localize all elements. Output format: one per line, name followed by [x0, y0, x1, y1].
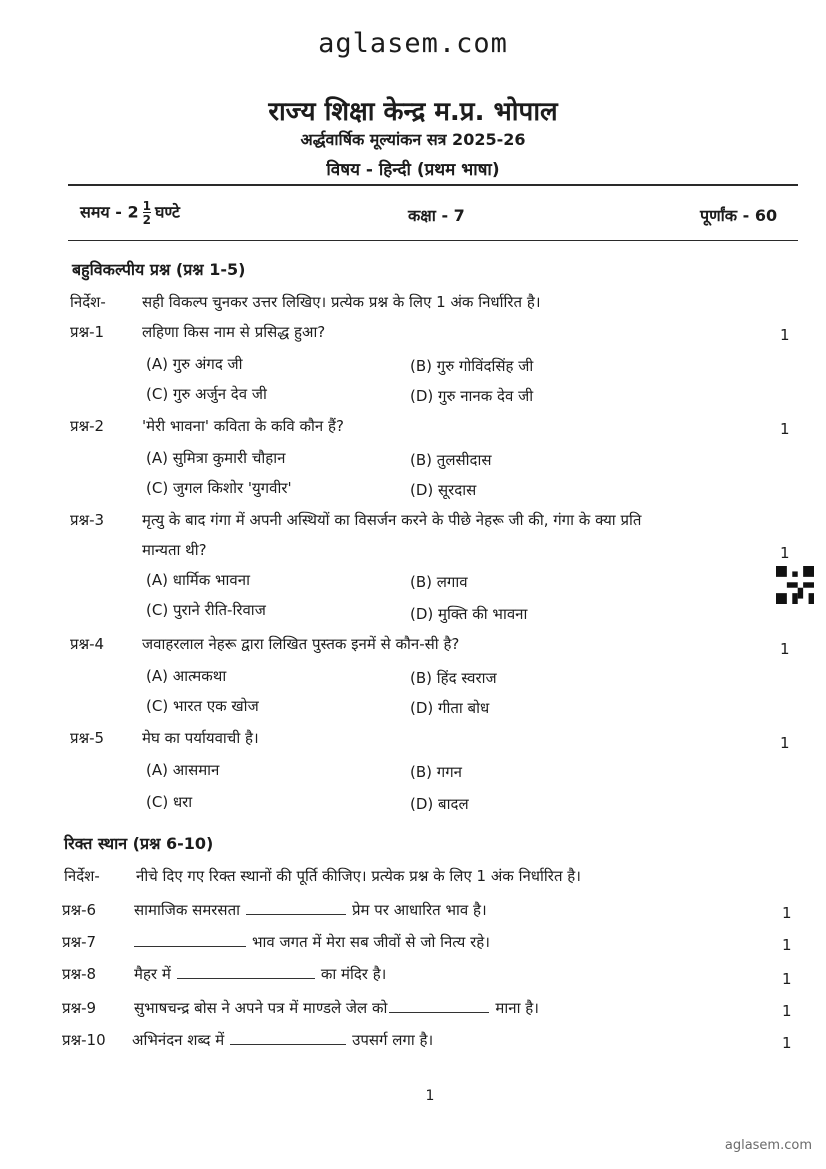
- option-d: (D) गीता बोध: [410, 699, 490, 717]
- time-fraction-num: 1: [142, 199, 151, 213]
- question-text: मेघ का पर्यायवाची है।: [142, 729, 259, 747]
- subject-title: विषय - हिन्दी (प्रथम भाषा): [326, 160, 500, 180]
- option-c: (C) धरा: [146, 793, 193, 811]
- question-text-before: सामाजिक समरसता: [134, 901, 241, 919]
- time-fraction-den: 2: [142, 213, 151, 227]
- answer-blank[interactable]: [389, 998, 489, 1013]
- brand-watermark: aglasem.com: [318, 28, 508, 59]
- question-label: प्रश्न-1: [70, 323, 105, 341]
- question-text-continued: मान्यता थी?: [142, 541, 207, 559]
- question-mark: 1: [782, 1034, 792, 1052]
- option-b: (B) गुरु गोविंदसिंह जी: [410, 357, 534, 375]
- option-a: (A) सुमित्रा कुमारी चौहान: [146, 449, 286, 467]
- question-text-after: का मंदिर है।: [320, 965, 387, 983]
- class-info: कक्षा - 7: [408, 206, 465, 225]
- time-unit: घण्टे: [154, 202, 180, 222]
- question-text: मृत्यु के बाद गंगा में अपनी अस्थियों का विसर्जन करने के पीछे नेहरू जी की, गंगा के क्या प्रति: [142, 511, 642, 529]
- section-fill-blanks-title: रिक्त स्थान (प्रश्न 6-10): [64, 834, 214, 853]
- question-text-before: मैहर में: [134, 965, 171, 983]
- exam-session: अर्द्धवार्षिक मूल्यांकन सत्र 2025-26: [300, 130, 526, 149]
- question-text: जवाहरलाल नेहरू द्वारा लिखित पुस्तक इनमें से कौन-सी है?: [142, 635, 460, 653]
- option-d: (D) गुरु नानक देव जी: [410, 387, 534, 405]
- question-mark: 1: [782, 970, 792, 988]
- question-mark: 1: [782, 904, 792, 922]
- question-text: [132, 1030, 433, 1050]
- question-mark: 1: [780, 734, 790, 752]
- option-d: (D) बादल: [410, 795, 469, 813]
- question-label: प्रश्न-9: [62, 999, 97, 1017]
- question-text-after: भाव जगत में मेरा सब जीवों से जो नित्य रहे।: [252, 933, 490, 951]
- time-label: समय - 2: [80, 202, 139, 222]
- question-text: [134, 900, 487, 920]
- option-a: (A) आत्मकथा: [146, 667, 227, 685]
- question-text: [134, 964, 386, 984]
- option-b: (B) तुलसीदास: [410, 451, 492, 469]
- question-label: प्रश्न-3: [70, 511, 105, 529]
- question-label: प्रश्न-8: [62, 965, 97, 983]
- question-mark: 1: [782, 936, 792, 954]
- option-c: (C) जुगल किशोर 'युगवीर': [146, 479, 292, 497]
- question-text-after: माना है।: [495, 999, 539, 1017]
- answer-blank[interactable]: [134, 932, 246, 947]
- question-mark: 1: [782, 1002, 792, 1020]
- time-info: [80, 200, 180, 226]
- direction-label: निर्देश-: [70, 293, 106, 311]
- option-c: (C) पुराने रीति-रिवाज: [146, 601, 266, 619]
- question-label: प्रश्न-4: [70, 635, 105, 653]
- option-a: (A) गुरु अंगद जी: [146, 355, 243, 373]
- question-text-after: उपसर्ग लगा है।: [352, 1031, 434, 1049]
- question-mark: 1: [780, 326, 790, 344]
- question-label: प्रश्न-5: [70, 729, 105, 747]
- page-number: 1: [425, 1088, 435, 1104]
- qr-code-icon: [776, 566, 814, 604]
- question-text: [134, 932, 490, 952]
- option-b: (B) गगन: [410, 763, 462, 781]
- time-fraction: [143, 200, 151, 226]
- option-b: (B) हिंद स्वराज: [410, 669, 497, 687]
- question-label: प्रश्न-2: [70, 417, 105, 435]
- option-d: (D) सूरदास: [410, 481, 477, 499]
- option-b: (B) लगाव: [410, 573, 468, 591]
- question-label: प्रश्न-6: [62, 901, 97, 919]
- total-marks: पूर्णांक - 60: [700, 206, 778, 225]
- answer-blank[interactable]: [230, 1030, 346, 1045]
- option-c: (C) भारत एक खोज: [146, 697, 259, 715]
- option-a: (A) धार्मिक भावना: [146, 571, 250, 589]
- question-text: 'मेरी भावना' कविता के कवि कौन हैं?: [142, 417, 344, 435]
- question-label: प्रश्न-10: [62, 1031, 106, 1049]
- option-c: (C) गुरु अर्जुन देव जी: [146, 385, 267, 403]
- option-a: (A) आसमान: [146, 761, 220, 779]
- section-mcq-title: बहुविकल्पीय प्रश्न (प्रश्न 1-5): [72, 260, 246, 279]
- question-text-after: प्रेम पर आधारित भाव है।: [352, 901, 487, 919]
- option-d: (D) मुक्ति की भावना: [410, 605, 528, 623]
- question-text-before: अभिनंदन शब्द में: [132, 1031, 225, 1049]
- header-rule-bottom: [68, 240, 798, 241]
- question-mark: 1: [780, 640, 790, 658]
- direction-text: नीचे दिए गए रिक्त स्थानों की पूर्ति कीजिए। प्रत्येक प्रश्न के लिए 1 अंक निर्धारित है।: [136, 867, 581, 885]
- direction-label: निर्देश-: [64, 867, 100, 885]
- question-text: लहिणा किस नाम से प्रसिद्ध हुआ?: [142, 323, 326, 341]
- header-rule-top: [68, 184, 798, 186]
- answer-blank[interactable]: [177, 964, 315, 979]
- board-title: राज्य शिक्षा केन्द्र म.प्र. भोपाल: [268, 97, 558, 127]
- question-mark: 1: [780, 544, 790, 562]
- question-label: प्रश्न-7: [62, 933, 97, 951]
- direction-text: सही विकल्प चुनकर उत्तर लिखिए। प्रत्येक प्रश्न के लिए 1 अंक निर्धारित है।: [142, 293, 541, 311]
- footer-watermark: aglasem.com: [724, 1138, 812, 1153]
- question-text-before: सुभाषचन्द्र बोस ने अपने पत्र में माण्डले जेल को: [134, 999, 388, 1017]
- answer-blank[interactable]: [246, 900, 346, 915]
- question-text: [134, 998, 539, 1018]
- question-mark: 1: [780, 420, 790, 438]
